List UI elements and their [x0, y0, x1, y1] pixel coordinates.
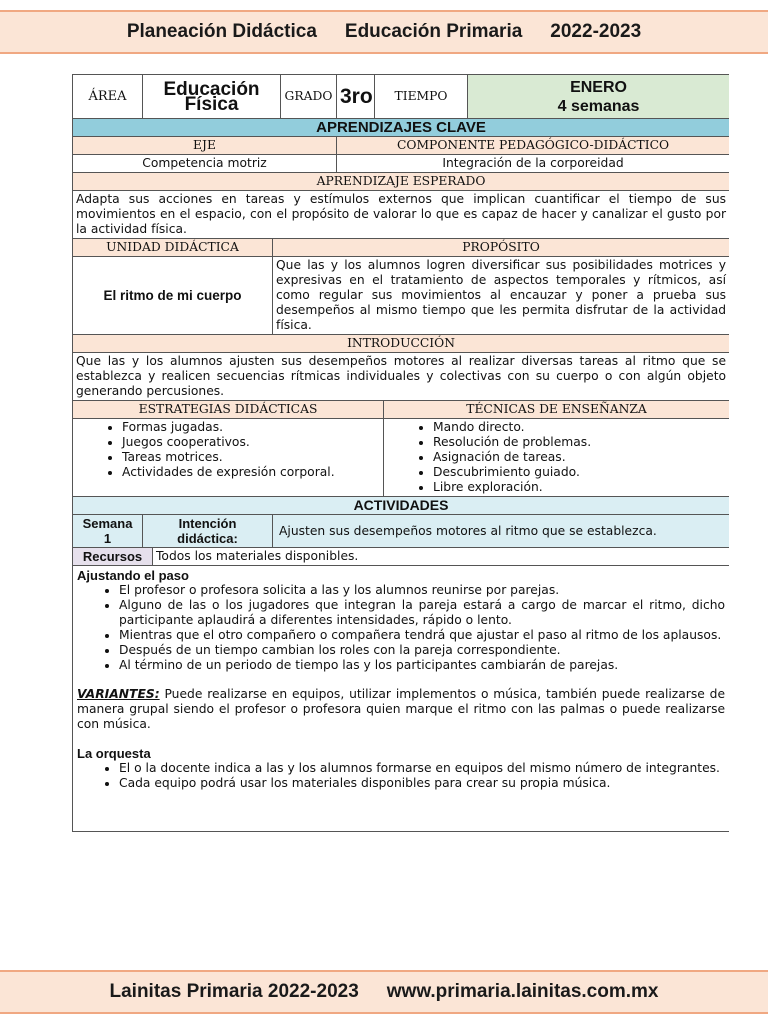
time-label: TIEMPO [375, 75, 468, 119]
list-item: • Resolución de problemas. [433, 435, 726, 450]
month: ENERO [570, 78, 627, 96]
list-item: • El profesor o profesora solicita a las y los alumnos reunirse por parejas. [119, 583, 725, 598]
week-label: Semana [82, 516, 133, 531]
activities-body [73, 566, 730, 832]
header-banner [0, 10, 768, 54]
list-item: • Formas jugadas. [122, 420, 380, 435]
intention-label-cell [143, 515, 273, 548]
variants-paragraph [77, 687, 725, 732]
list-item: • Actividades de expresión corporal. [122, 465, 380, 480]
resources-text: Todos los materiales disponibles. [153, 548, 730, 566]
list-item: • Al término de un periodo de tiempo las y los participantes cambiarán de parejas. [119, 658, 725, 673]
list-item: • Asignación de tareas. [433, 450, 726, 465]
intention-text: Ajusten sus desempeños motores al ritmo que se establezca. [273, 515, 730, 548]
techniques-list-cell [384, 419, 730, 497]
footer-website[interactable]: www.primaria.lainitas.com.mx [386, 981, 659, 1002]
list-item: • Juegos cooperativos. [122, 435, 380, 450]
intro-title: INTRODUCCIÓN [73, 335, 730, 353]
list-item: • El o la docente indica a las y los alumnos formarse en equipos del mismo número de integrantes. [119, 761, 725, 776]
list-item: • Alguno de las o los jugadores que integran la pareja estará a cargo de marcar el ritmo, dicho participante aplaudirá a diferentes intensidades, rápido o lento. [119, 598, 725, 628]
footer-brand: Lainitas Primaria 2022-2023 [109, 981, 359, 1002]
list-item: • Descubrimiento guiado. [433, 465, 726, 480]
activity-2-list [77, 761, 725, 791]
activity-1-list [77, 583, 725, 673]
unit-label: UNIDAD DIDÁCTICA [73, 239, 273, 257]
expected-learning-text: Adapta sus acciones en tareas y estímulos externos que implican cuantificar el tiempo de sus movimientos en el espacio, con el propósito de valorar lo que es capaz de hacer y canalizar el gusto por la actividad física. [73, 191, 730, 239]
component-label: COMPONENTE PEDAGÓGICO-DIDÁCTICO [337, 137, 730, 155]
header-title: Planeación Didáctica [126, 21, 317, 42]
resources-label: Recursos [73, 548, 153, 566]
list-item: • Tareas motrices. [122, 450, 380, 465]
list-item: • Después de un tiempo cambian los roles con la pareja correspondiente. [119, 643, 725, 658]
week-number: 1 [103, 531, 112, 546]
key-learning-title: APRENDIZAJES CLAVE [73, 119, 730, 137]
intention-label-2: didáctica: [177, 531, 238, 546]
list-item: • Mientras que el otro compañero o compañera tendrá que ajustar el paso al ritmo de los aplausos. [119, 628, 725, 643]
list-item: • Cada equipo podrá usar los materiales disponibles para crear su propia música. [119, 776, 725, 791]
list-item: • Libre exploración. [433, 480, 726, 495]
axis-value: Competencia motriz [73, 155, 337, 173]
weeks: 4 semanas [557, 97, 640, 115]
purpose-text: Que las y los alumnos logren diversificar sus posibilidades motrices y expresivas en el tratamiento de aspectos temporales y rítmicos, así como regular sus movimientos al encauzar y poner a prueba sus desempeños al mismo tiempo que les permita disfrutar de la actividad física. [273, 257, 730, 335]
planning-document [72, 74, 729, 966]
time-cell [468, 75, 729, 119]
techniques-list [387, 420, 726, 495]
purpose-label: PROPÓSITO [273, 239, 730, 257]
list-item: • Mando directo. [433, 420, 726, 435]
week-cell [73, 515, 143, 548]
strategies-list-cell [73, 419, 384, 497]
expected-learning-title: APRENDIZAJE ESPERADO [73, 173, 730, 191]
grade: 3ro [337, 75, 375, 119]
grade-label: GRADO [281, 75, 337, 119]
area-label: ÁREA [73, 75, 143, 119]
activity-2-title: La orquesta [77, 746, 151, 761]
strategies-label: ESTRATEGIAS DIDÁCTICAS [73, 401, 384, 419]
intention-label-1: Intención [178, 516, 237, 531]
footer-banner [0, 970, 768, 1014]
unit-value: El ritmo de mi cuerpo [73, 257, 273, 335]
component-value: Integración de la corporeidad [337, 155, 730, 173]
axis-label: EJE [73, 137, 337, 155]
header-year: 2022-2023 [550, 21, 642, 42]
activity-1-title: Ajustando el paso [77, 568, 189, 583]
variants-text: Puede realizarse en equipos, utilizar implementos o música, también puede realizarse de manera grupal siendo el profesor o profesora quien marque el ritmo con las palmas o puede realizarse con música. [77, 687, 726, 731]
planning-table [72, 74, 729, 832]
subject: Educación Física [143, 75, 281, 119]
header-level: Educación Primaria [344, 21, 523, 42]
intro-text: Que las y los alumnos ajusten sus desempeños motores al realizar diversas tareas al ritmo que se establezca y realicen secuencias rítmicas individuales y colectivas con su cuerpo o con algún objeto generando percusiones. [73, 353, 730, 401]
strategies-list [76, 420, 380, 480]
techniques-label: TÉCNICAS DE ENSEÑANZA [384, 401, 730, 419]
variants-label: VARIANTES: [77, 687, 160, 701]
activities-title: ACTIVIDADES [73, 497, 730, 515]
